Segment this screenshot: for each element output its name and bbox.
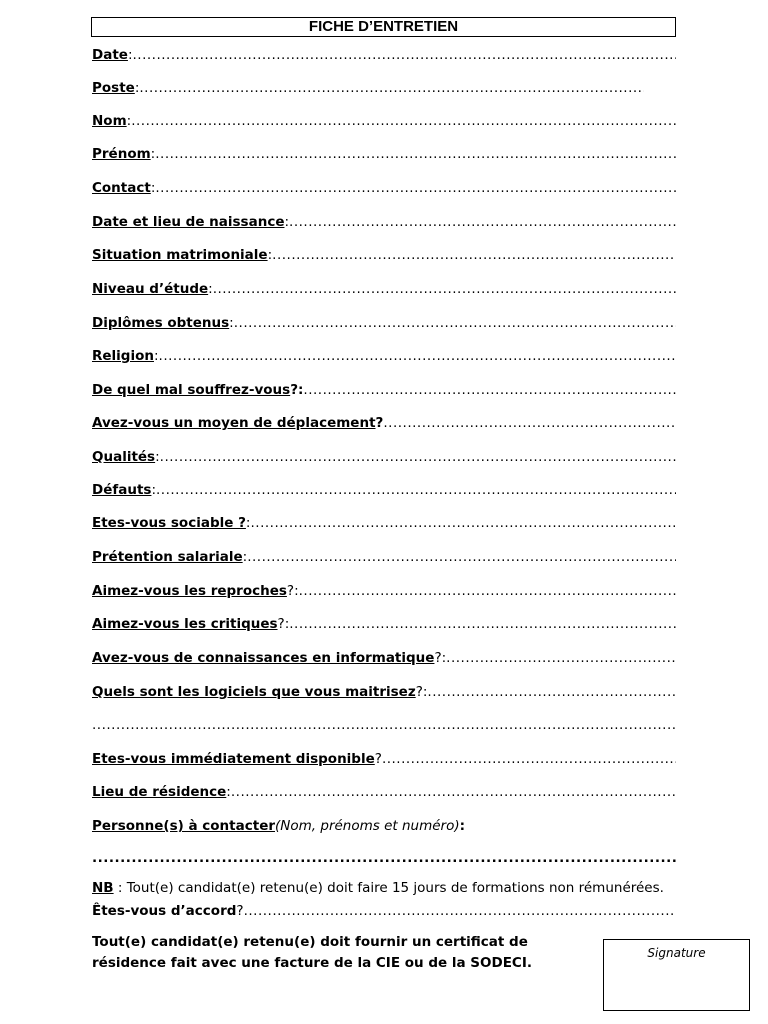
field-label: Qualités xyxy=(92,449,156,465)
dotted-line xyxy=(231,781,676,803)
dotted-line xyxy=(92,847,676,869)
signature-label: Signature xyxy=(647,946,706,960)
field-label: Êtes-vous d’accord xyxy=(92,903,237,919)
field-label: Contact xyxy=(92,180,151,196)
field-label: Nom xyxy=(92,113,127,129)
dotted-line xyxy=(155,143,676,165)
residence-certificate-note: Tout(e) candidat(e) retenu(e) doit fournir un certificat de résidence fait avec une facture de la CIE ou de la SODECI. xyxy=(92,934,532,971)
field-religion[interactable]: Religion : ..... xyxy=(92,345,676,369)
form-title: FICHE D’ENTRETIEN xyxy=(91,17,676,37)
field-date-lieu-naissance[interactable]: Date et lieu de naissance : ..... xyxy=(92,211,676,235)
field-label: Religion xyxy=(92,348,154,364)
dotted-line xyxy=(155,177,676,199)
field-date[interactable]: Date : ..... xyxy=(92,44,676,68)
field-label: Date xyxy=(92,47,128,63)
dotted-line xyxy=(272,244,676,266)
field-personne-a-contacter: Personne(s) à contacter (Nom, prénoms et numéro) : xyxy=(92,815,676,839)
field-label: Lieu de résidence xyxy=(92,784,227,800)
dotted-line xyxy=(427,681,676,703)
field-pretention-salariale[interactable]: Prétention salariale : ..... xyxy=(92,546,676,570)
dotted-line xyxy=(303,379,676,401)
field-reproches[interactable]: Aimez-vous les reproches ?: ..... xyxy=(92,580,676,604)
dotted-line xyxy=(289,613,676,635)
field-label: Personne(s) à contacter xyxy=(92,818,276,834)
field-label: Avez-vous un moyen de déplacement xyxy=(92,415,376,431)
field-informatique[interactable]: Avez-vous de connaissances en informatique ?: ..... xyxy=(92,647,676,671)
field-diplomes[interactable]: Diplômes obtenus : ..... xyxy=(92,312,676,336)
nb-notice xyxy=(92,878,692,899)
field-label: Poste xyxy=(92,80,135,96)
dotted-line xyxy=(160,446,676,468)
field-critiques[interactable]: Aimez-vous les critiques ?: ..... xyxy=(92,613,676,637)
field-label: Etes-vous sociable ? xyxy=(92,515,246,531)
dotted-line xyxy=(156,479,676,501)
dotted-line xyxy=(159,345,676,367)
dotted-line xyxy=(139,77,644,99)
nb-label: NB xyxy=(92,880,114,896)
dotted-line xyxy=(250,512,676,534)
dotted-line xyxy=(92,714,676,736)
dotted-line xyxy=(299,580,676,602)
field-label: Prénom xyxy=(92,146,151,162)
field-hint: (Nom, prénoms et numéro) xyxy=(275,818,460,834)
dotted-line xyxy=(383,412,676,434)
signature-box[interactable] xyxy=(603,939,750,1011)
dotted-line xyxy=(247,546,676,568)
field-situation-matrimoniale[interactable]: Situation matrimoniale : ..... xyxy=(92,244,676,268)
field-accord[interactable]: Êtes-vous d’accord ? ..... xyxy=(92,900,676,922)
field-label: De quel mal souffrez-vous xyxy=(92,382,291,398)
field-nom[interactable]: Nom : ..... xyxy=(92,110,676,134)
field-qualites[interactable]: Qualités : ..... xyxy=(92,446,676,470)
field-label: Aimez-vous les reproches xyxy=(92,583,287,599)
field-logiciels[interactable]: Quels sont les logiciels que vous maitrisez ?: ..... xyxy=(92,681,676,705)
field-label: Aimez-vous les critiques xyxy=(92,616,278,632)
field-label: Situation matrimoniale xyxy=(92,247,268,263)
field-label: Date et lieu de naissance xyxy=(92,214,285,230)
field-label: Diplômes obtenus xyxy=(92,315,230,331)
dotted-line xyxy=(446,647,676,669)
field-mal[interactable]: De quel mal souffrez-vous ?: ..... xyxy=(92,379,676,403)
field-sociable[interactable]: Etes-vous sociable ? : ..... xyxy=(92,512,676,536)
field-label: Défauts xyxy=(92,482,152,498)
dotted-line xyxy=(213,278,676,300)
field-niveau-etude[interactable]: Niveau d’étude : ..... xyxy=(92,278,676,302)
field-label: Quels sont les logiciels que vous maitrisez xyxy=(92,684,416,700)
field-moyen-deplacement[interactable]: Avez-vous un moyen de déplacement ? ..... xyxy=(92,412,676,436)
field-disponible[interactable]: Etes-vous immédiatement disponible ? ..... xyxy=(92,748,676,772)
dotted-line xyxy=(234,312,676,334)
dotted-line xyxy=(131,110,676,132)
field-label: Etes-vous immédiatement disponible xyxy=(92,751,375,767)
nb-text: : Tout(e) candidat(e) retenu(e) doit faire 15 jours de formations non rémunérées. xyxy=(113,880,664,896)
dotted-line xyxy=(133,44,677,66)
dotted-line xyxy=(289,211,676,233)
field-personne-a-contacter-line[interactable] xyxy=(92,847,676,871)
field-logiciels-continuation[interactable] xyxy=(92,714,676,738)
field-label: Prétention salariale xyxy=(92,549,243,565)
field-contact[interactable]: Contact : ..... xyxy=(92,177,676,201)
field-defauts[interactable]: Défauts : ..... xyxy=(92,479,676,503)
field-label: Niveau d’étude xyxy=(92,281,209,297)
dotted-line xyxy=(382,748,676,770)
field-poste[interactable]: Poste : ..... xyxy=(92,77,676,101)
field-label: Avez-vous de connaissances en informatique xyxy=(92,650,435,666)
field-lieu-residence[interactable]: Lieu de résidence : ..... xyxy=(92,781,676,805)
dotted-line xyxy=(244,900,676,922)
field-prenom[interactable]: Prénom : ..... xyxy=(92,143,676,167)
